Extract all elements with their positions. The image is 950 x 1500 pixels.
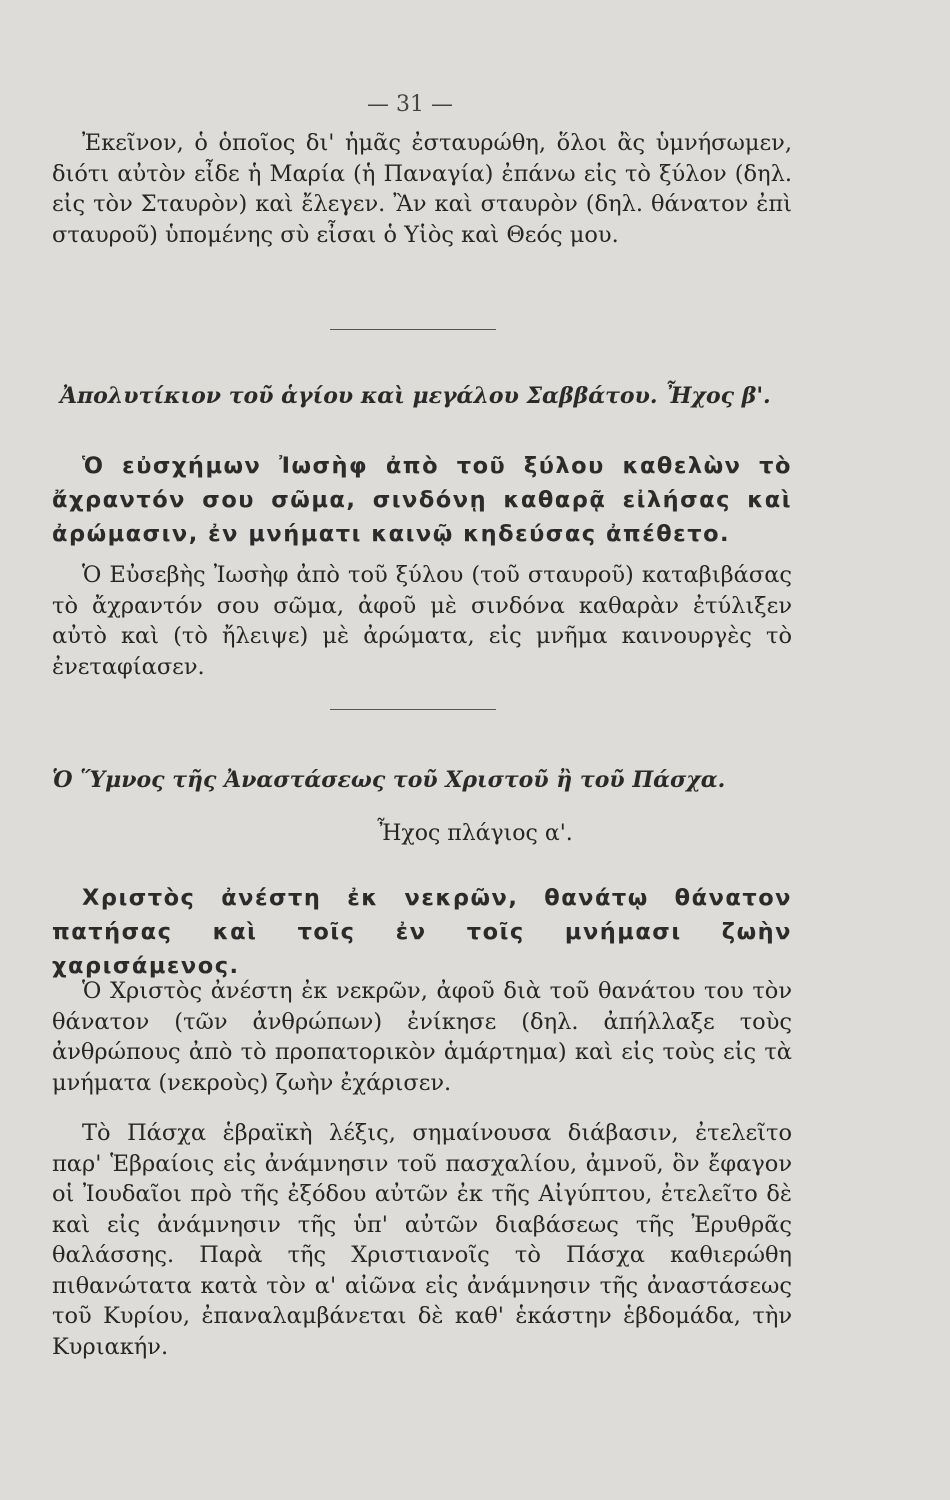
paragraph-pascha: Τὸ Πάσχα ἑβραϊκὴ λέξις, σημαίνουσα διάβασιν, ἐτελεῖτο παρ' Ἑβραίοις εἰς ἀνάμνησιν τοῦ πασχαλίου, ἀμνοῦ, ὃν ἔφαγον οἱ Ἰουδαῖοι πρὸ τῆς ἐξόδου αὐτῶν ἐκ τῆς Αἰγύπτου, ἐτελεῖτο δὲ καὶ εἰς ἀνάμνησιν τῆς ὑπ' αὐτῶν διαβάσεως τῆς Ἐρυθρᾶς θαλάσσης. Παρὰ τῆς Χριστιανοῖς τὸ Πάσχα καθιερώθη πιθανώτατα κατὰ τὸν α' αἰῶνα εἰς ἀνάμνησιν τῆς ἀναστάσεως τοῦ Κυρίου, ἐπαναλαμβάνεται δὲ καθ' ἑκάστην ἑβδομάδα, τὴν Κυριακήν.: [52, 1120, 792, 1360]
hymn-apolytikion: Ὁ εὐσχήμων Ἰωσὴφ ἀπὸ τοῦ ξύλου καθελὼν τὸ ἄχραντόν σου σῶμα, σινδόνῃ καθαρᾷ εἰλήσας καὶ ἀρώμασιν, ἐν μνήματι καινῷ κηδεύσας ἀπέθετο.: [52, 453, 792, 547]
section-divider-2: [330, 709, 496, 710]
paragraph-crucified: Ἐκεῖνον, ὁ ὁποῖος δι' ἡμᾶς ἐσταυρώθη, ὅλοι ἂς ὑμνήσωμεν, διότι αὐτὸν εἶδε ἡ Μαρία (ἡ Παναγία) ἐπάνω εἰς τὸ ξύλον (δηλ. εἰς τὸν Σταυρὸν) καὶ ἔλεγεν. Ἂν καὶ σταυρὸν (δηλ. θάνατον ἐπὶ σταυροῦ) ὑπομένης σὺ εἶσαι ὁ Υἱὸς καὶ Θεός μου.: [52, 130, 792, 248]
heading-apolytikion: Ἀπολυτίκιον τοῦ ἁγίου καὶ μεγάλου Σαββάτου. Ἦχος β'.: [60, 383, 771, 409]
tone-label: Ἦχος πλάγιος α'.: [377, 821, 573, 846]
paragraph-joseph: Ὁ Εὐσεβὴς Ἰωσὴφ ἀπὸ τοῦ ξύλου (τοῦ σταυροῦ) καταβιβάσας τὸ ἄχραντόν σου σῶμα, ἀφοῦ μὲ σινδόνα καθαρὰν ἐτύλιξεν αὐτὸ καὶ (τὸ ἤλειψε) μὲ ἀρώματα, εἰς μνῆμα καινουργὲς τὸ ἐνεταφίασεν.: [52, 562, 792, 680]
page-number: — 31 —: [367, 92, 453, 117]
section-divider-1: [330, 329, 496, 330]
paragraph-christ-risen: Ὁ Χριστὸς ἀνέστη ἐκ νεκρῶν, ἀφοῦ διὰ τοῦ θανάτου του τὸν θάνατον (τῶν ἀνθρώπων) ἐνίκησε (δηλ. ἀπήλλαξε τοὺς ἀνθρώπους ἀπὸ τὸ προπατορικὸν ἁμάρτημα) καὶ εἰς τοὺς εἰς τὰ μνήματα (νεκροὺς) ζωὴν ἐχάρισεν.: [52, 978, 792, 1096]
hymn-christos-anesti: Χριστὸς ἀνέστη ἐκ νεκρῶν, θανάτῳ θάνατον πατήσας καὶ τοῖς ἐν τοῖς μνήμασι ζωὴν χαρισάμενος.: [52, 885, 792, 979]
heading-resurrection-hymn: Ὁ Ὕμνος τῆς Ἀναστάσεως τοῦ Χριστοῦ ἢ τοῦ Πάσχα.: [52, 767, 726, 793]
